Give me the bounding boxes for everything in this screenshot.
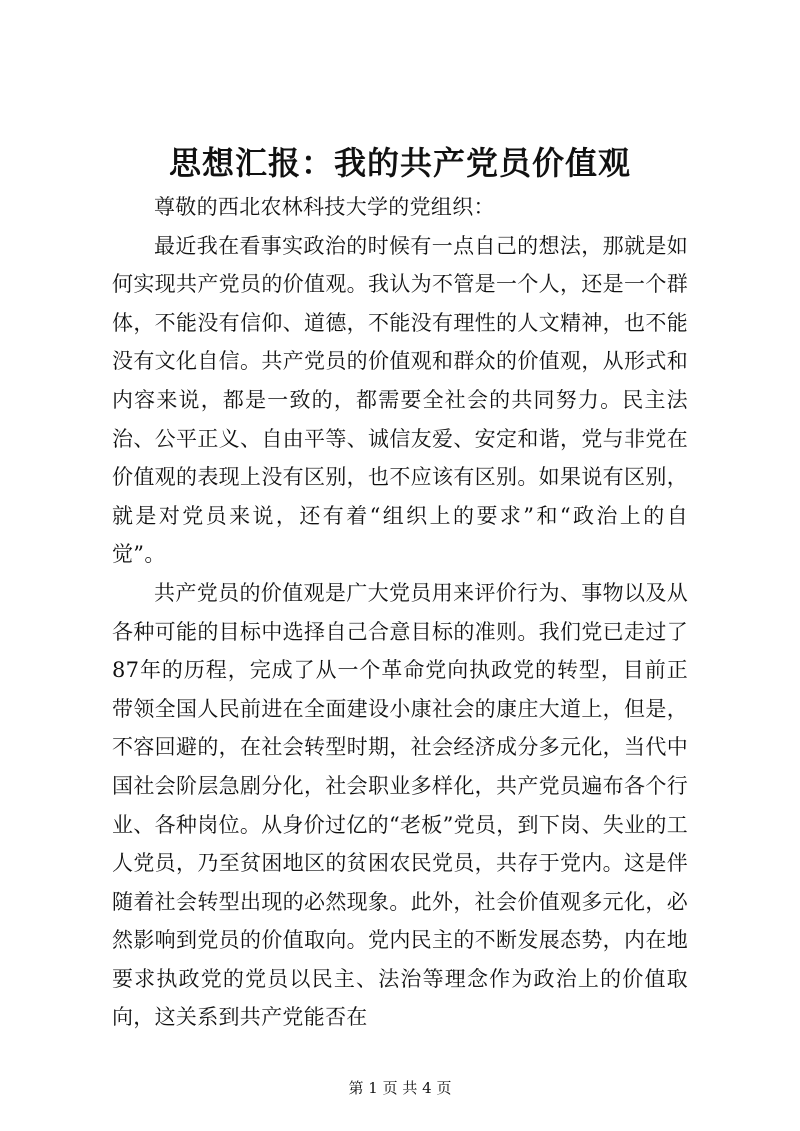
salutation-paragraph: 尊敬的西北农林科技大学的党组织：: [154, 195, 495, 219]
document-body: [112, 188, 688, 1037]
body-paragraph: 最近我在看事实政治的时候有一点自己的想法，那就是如何实现共产党员的价值观。我认为不管是一个人，还是一个群体，不能没有信仰、道德，不能没有理性的人文精神，也不能没有文化自信。共产党员的价值观和群众的价值观，从形式和内容来说，都是一致的，都需要全社会的共同努力。民主法治、公平正义、自由平等、诚信友爱、安定和谐，党与非党在价值观的表现上没有区别，也不应该有区别。如果说有区别，就是对党员来说，还有着“组织上的要求”和“政治上的自觉”。: [112, 233, 688, 567]
document-title: 思想汇报：我的共产党员价值观: [168, 144, 631, 182]
body-paragraph: 共产党员的价值观是广大党员用来评价行为、事物以及从各种可能的目标中选择自己合意目标的准则。我们党已走过了87年的历程，完成了从一个革命党向执政党的转型，目前正带领全国人民前进在全面建设小康社会的康庄大道上，但是，不容回避的，在社会转型时期，社会经济成分多元化，当代中国社会阶层急剧分化，社会职业多样化，共产党员遍布各个行业、各种岗位。从身价过亿的“老板”党员，到下岗、失业的工人党员，乃至贫困地区的贫困农民党员，共存于党内。这是伴随着社会转型出现的必然现象。此外，社会价值观多元化，必然影响到党员的价值取向。党内民主的不断发展态势，内在地要求执政党的党员以民主、法治等理念作为政治上的价值取向，这关系到共产党能否在: [112, 580, 688, 1030]
page-number-footer: 第 1 页 共 4 页: [348, 1079, 452, 1097]
